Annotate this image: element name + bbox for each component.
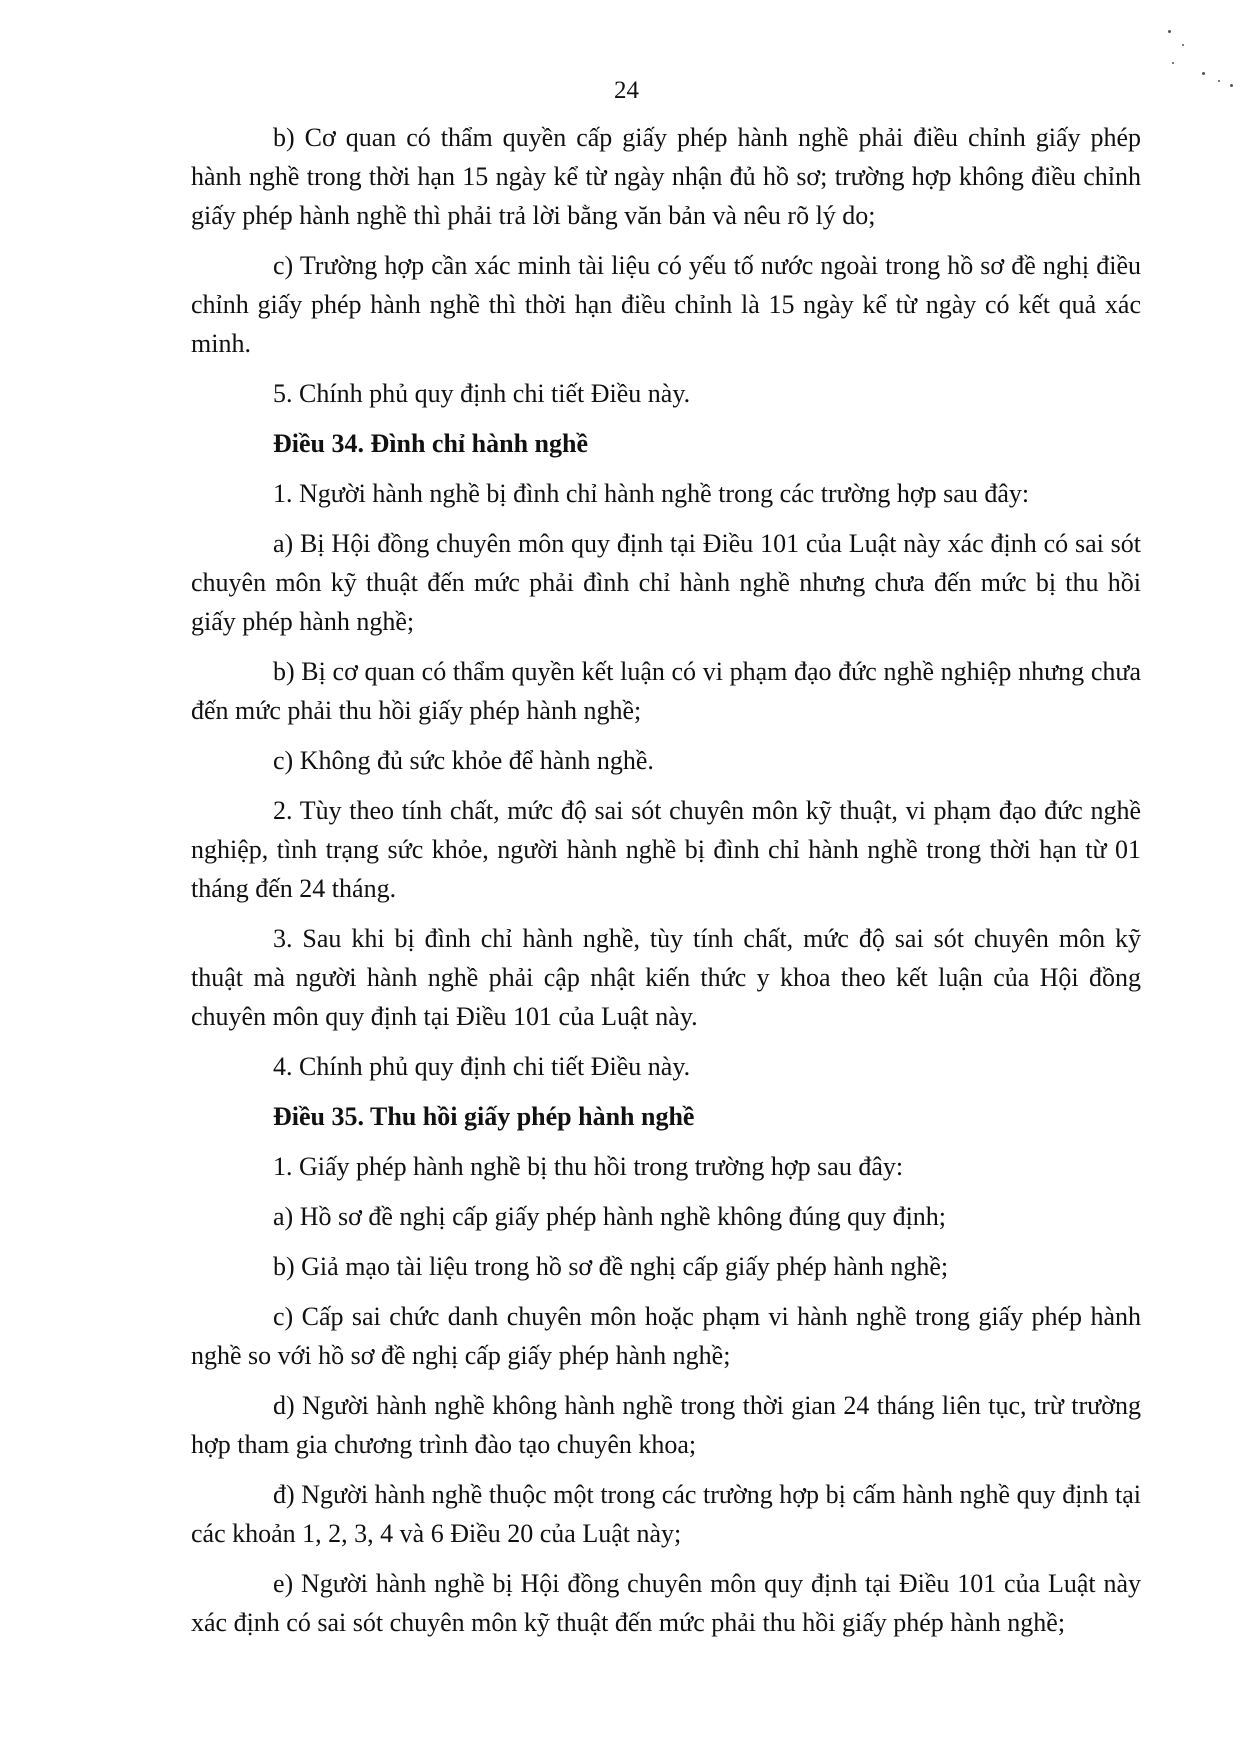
article-35-heading: Điều 35. Thu hồi giấy phép hành nghề — [273, 1102, 695, 1131]
paragraph-34-2: 2. Tùy theo tính chất, mức độ sai sót chuyên môn kỹ thuật, vi phạm đạo đức nghề nghiệp, tình trạng sức khỏe, người hành nghề bị đình chỉ hành nghề trong thời hạn từ 01 tháng đến 24 tháng. — [191, 796, 1141, 903]
scan-speck — [1168, 30, 1171, 33]
paragraph-34-1: 1. Người hành nghề bị đình chỉ hành nghề trong các trường hợp sau đây: — [273, 479, 1030, 508]
paragraph-35-1d: d) Người hành nghề không hành nghề trong thời gian 24 tháng liên tục, trừ trường hợp tham gia chương trình đào tạo chuyên khoa; — [191, 1391, 1141, 1459]
article-34-heading: Điều 34. Đình chỉ hành nghề — [273, 429, 588, 458]
scan-speck — [1172, 62, 1174, 64]
paragraph-34-3: 3. Sau khi bị đình chỉ hành nghề, tùy tính chất, mức độ sai sót chuyên môn kỹ thuật mà người hành nghề phải cập nhật kiến thức y khoa theo kết luận của Hội đồng chuyên môn quy định tại Điều 101 của Luật này. — [191, 924, 1141, 1031]
document-body — [191, 118, 1141, 1653]
scan-speck — [1182, 44, 1184, 46]
paragraph-5-government-detail: 5. Chính phủ quy định chi tiết Điều này. — [273, 379, 691, 408]
paragraph-35-1c: c) Cấp sai chức danh chuyên môn hoặc phạm vi hành nghề trong giấy phép hành nghề so với hồ sơ đề nghị cấp giấy phép hành nghề; — [191, 1302, 1141, 1370]
scan-speck — [1202, 72, 1205, 75]
paragraph-c-foreign-verification: c) Trường hợp cần xác minh tài liệu có yếu tố nước ngoài trong hồ sơ đề nghị điều chỉnh giấy phép hành nghề thì thời hạn điều chỉnh là 15 ngày kể từ ngày có kết quả xác minh. — [191, 251, 1141, 358]
paragraph-35-1e: e) Người hành nghề bị Hội đồng chuyên môn quy định tại Điều 101 của Luật này xác định có sai sót chuyên môn kỹ thuật đến mức phải thu hồi giấy phép hành nghề; — [191, 1569, 1141, 1637]
paragraph-34-1c: c) Không đủ sức khỏe để hành nghề. — [273, 746, 654, 775]
page-number: 24 — [614, 77, 639, 104]
paragraph-34-1b: b) Bị cơ quan có thẩm quyền kết luận có vi phạm đạo đức nghề nghiệp nhưng chưa đến mức phải thu hồi giấy phép hành nghề; — [191, 657, 1141, 725]
paragraph-b-adjust-license: b) Cơ quan có thẩm quyền cấp giấy phép hành nghề phải điều chỉnh giấy phép hành nghề trong thời hạn 15 ngày kể từ ngày nhận đủ hồ sơ; trường hợp không điều chỉnh giấy phép hành nghề thì phải trả lời bằng văn bản và nêu rõ lý do; — [191, 123, 1141, 230]
paragraph-34-4: 4. Chính phủ quy định chi tiết Điều này. — [273, 1052, 691, 1081]
paragraph-35-1: 1. Giấy phép hành nghề bị thu hồi trong trường hợp sau đây: — [273, 1152, 904, 1181]
paragraph-35-1b: b) Giả mạo tài liệu trong hồ sơ đề nghị cấp giấy phép hành nghề; — [273, 1252, 949, 1281]
paragraph-34-1a: a) Bị Hội đồng chuyên môn quy định tại Điều 101 của Luật này xác định có sai sót chuyên môn kỹ thuật đến mức phải đình chỉ hành nghề nhưng chưa đến mức bị thu hồi giấy phép hành nghề; — [191, 529, 1141, 636]
paragraph-35-1dd: đ) Người hành nghề thuộc một trong các trường hợp bị cấm hành nghề quy định tại các khoản 1, 2, 3, 4 và 6 Điều 20 của Luật này; — [191, 1480, 1141, 1548]
paragraph-35-1a: a) Hồ sơ đề nghị cấp giấy phép hành nghề không đúng quy định; — [273, 1202, 947, 1231]
